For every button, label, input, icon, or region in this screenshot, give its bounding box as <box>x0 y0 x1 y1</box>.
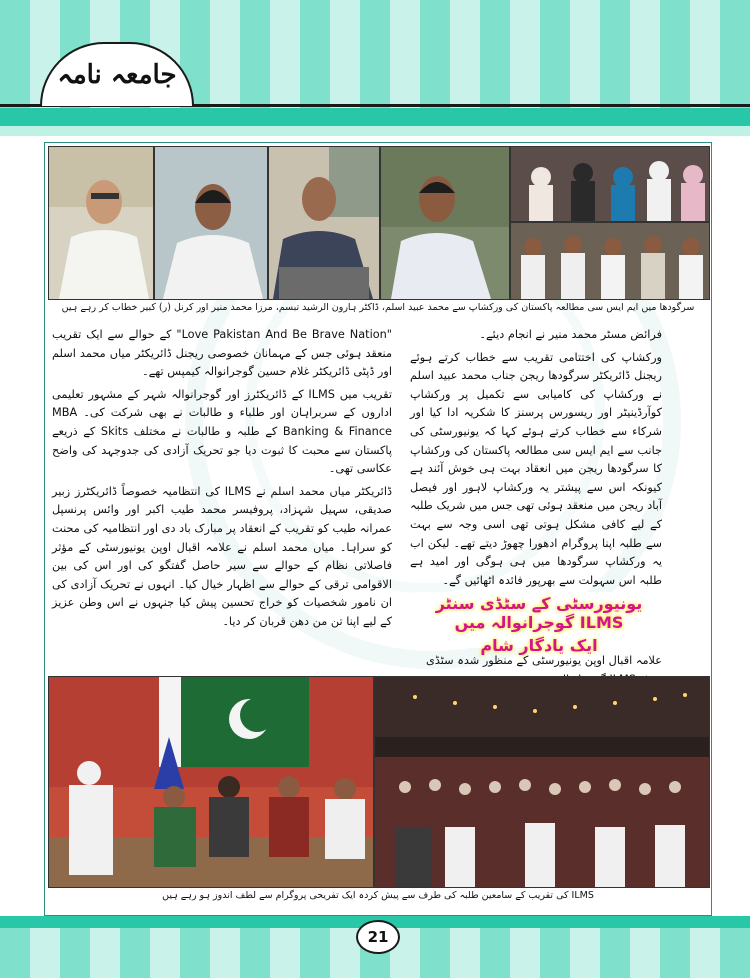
top-photo-caption: سرگودھا میں ایم ایس سی مطالعہ پاکستان کی ورکشاپ سے محمد عبید اسلم، ڈاکٹر ہارون الرشید تبسم، مرزا محمد منیر اور کرنل (ر) کبیر خطاب کر رہے ہیں <box>61 302 695 313</box>
photo-audience-men <box>510 222 710 300</box>
paragraph: تقریب میں ILMS کے ڈائریکٹرز اور گوجرانوالہ شہر کے مشہور تعلیمی اداروں کے سربراہان اور طلباء و طالبات نے بھی شرکت کی۔ MBA Banking & Finance کے طلبہ و طالبات نے مختلف Skits کے ذریعے پاکستان سے محبت کا ثبوت دیا جو تحریک آزادی کی جدوجہد کی واضح عکاسی تھی۔ <box>52 387 392 476</box>
article-headline <box>416 592 662 655</box>
bottom-photo-caption: ILMS کی تقریب کے سامعین طلبہ کی طرف سے پیش کردہ ایک تفریحی پروگرام سے لطف اندوز ہو رہے ہیں <box>162 890 594 901</box>
left-text-column <box>52 326 392 636</box>
header-light-strip <box>0 126 750 136</box>
paragraph: ڈائریکٹر میاں محمد اسلم نے ILMS کی انتظامیہ خصوصاً ڈائریکٹرز زبیر صدیقی، سہیل شہزاد، پروفیسر محمد طیب اکبر اور وائس پرنسپل عمرانہ طیب کو تقریب کے انعقاد پر مبارک باد دی اور انتظامیہ کی محنت کو سراہا۔ میاں محمد اسلم نے علامہ اقبال اوپن یونیورسٹی کے مؤثر فاصلاتی نظام کے حوالے سے سیر حاصل گفتگو کی اور اس کی بین الاقوامی ترقی کے حوالے سے اظہار خیال کیا۔ انہوں نے تحریک آزادی کی ان نامور شخصیات کو خراج تحسین پیش کیا جنہوں نے اس وطن عزیز کے لیے اپنا تن من دھن قربان کر دیا۔ <box>52 484 392 628</box>
headline-intro-text: علامہ اقبال اوپن یونیورسٹی کے منظور شدہ سٹڈی <box>425 654 662 667</box>
photo-audience-women <box>510 146 710 222</box>
photo-audience-hall <box>374 676 710 888</box>
headline-line-2: ایک یادگار شام <box>480 636 598 655</box>
photo-speaker-3 <box>268 146 380 300</box>
right-text-column <box>410 326 662 594</box>
paragraph: فرائض مسٹر محمد منیر نے انجام دیئے۔ <box>479 328 662 341</box>
page-number: 21 <box>356 920 400 954</box>
photo-speaker-2 <box>154 146 268 300</box>
headline-line-1: یونیورسٹی کے سٹڈی سنٹر ILMS گوجرانوالہ میں <box>435 594 643 632</box>
magazine-title: جامعہ نامہ <box>57 60 177 90</box>
paragraph: ورکشاپ کی اختتامی تقریب سے خطاب کرتے ہوئے ریجنل ڈائریکٹر سرگودھا ریجن جناب محمد عبید اسلم نے ورکشاپ کی کامیابی سے تکمیل پر ورکشاپ کوآرڈینیٹر اور ریسورس پرسنز کا شکریہ ادا کیا اور شرکاء سے خطاب کرتے ہوئے کہا کہ یونیورسٹی کی جانب سے ایم ایس سی مطالعہ پاکستان کی ورکشاپ کا سرگودھا ریجن میں انعقاد بہت ہی خوش آئند ہے کیونکہ اس سے پیشتر یہ ورکشاپ لاہور اور فیصل آباد ریجن میں منعقد ہوئی تھی جس میں شریک طلبہ کے لیے کافی مشکل ہوتی تھی اسی وجہ سے بہت سے طلبہ اپنا پروگرام ادھورا چھوڑ دیتے تھے۔ لیکن اب یہ ورکشاپ سرگودھا میں ہی ہوگی اور امید ہے طلبہ اس سہولت سے بھرپور فائدہ اٹھائیں گے۔ <box>410 350 662 587</box>
photo-stage-skit <box>48 676 374 888</box>
paragraph: "Love Pakistan And Be Brave Nation" کے حوالے سے ایک تقریب منعقد ہوئی جس کے مہمانان خصوصی ریجنل ڈائریکٹر میاں محمد اسلم اور ڈپٹی ڈائریکٹر غلام حسین گوجرانوالہ کیمپس تھے۔ <box>52 328 392 379</box>
photo-speaker-4 <box>380 146 510 300</box>
header-teal-strip <box>0 108 750 126</box>
photo-speaker-1 <box>48 146 154 300</box>
